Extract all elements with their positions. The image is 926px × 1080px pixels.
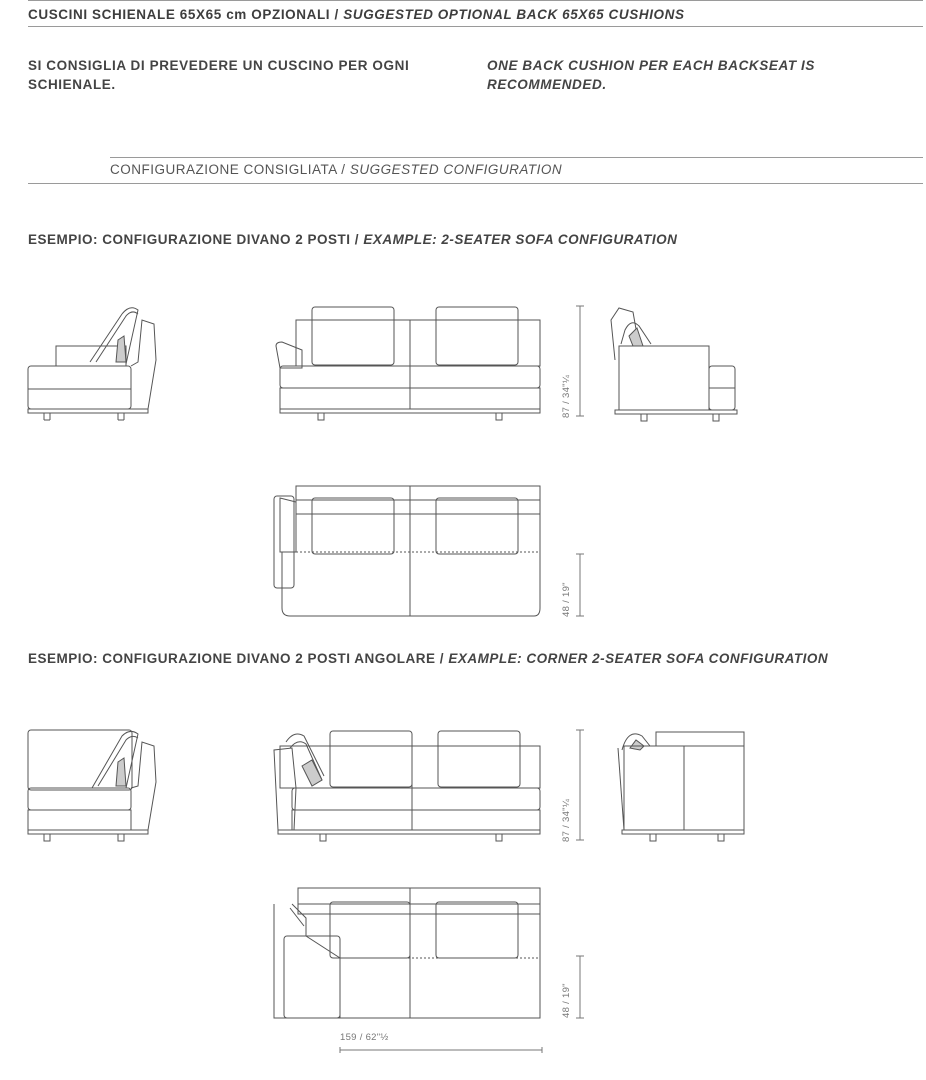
corner-sofa-front-view [272,726,547,846]
sofa-front-view [272,300,547,425]
seat-dimension-label: 48 / 19" [561,582,572,617]
config-rule-top [110,157,923,158]
section-title [28,7,685,22]
config-en: SUGGESTED CONFIGURATION [349,162,563,177]
corner-sofa-top-view [272,886,547,1022]
corner-sofa-side-view-right [610,726,750,846]
seat-dimension-line-2 [570,954,590,1020]
title-separator: / [334,7,339,22]
example-2-title [28,651,828,666]
height-dimension-label-2: 87 / 34"¼ [561,798,572,842]
example-2-separator: / [439,651,445,666]
title-it: CUSCINI SCHIENALE 65X65 cm OPZIONALI [28,7,331,22]
example-1-en: EXAMPLE: 2-SEATER SOFA CONFIGURATION [363,232,678,247]
example-1-separator: / [354,232,360,247]
example-2-it: ESEMPIO: CONFIGURAZIONE DIVANO 2 POSTI ANGOLARE [28,651,436,666]
config-rule-bottom [28,183,923,184]
config-it: CONFIGURAZIONE CONSIGLIATA [110,162,338,177]
example-1-title [28,232,677,247]
sofa-side-view-right [605,300,745,425]
example-2-en: EXAMPLE: CORNER 2-SEATER SOFA CONFIGURATION [448,651,829,666]
header-rule [28,26,923,27]
corner-sofa-side-view-left [26,726,166,846]
height-dimension-line [570,304,590,418]
note-it: SI CONSIGLIA DI PREVEDERE UN CUSCINO PER OGNI SCHIENALE. [28,58,410,92]
sofa-top-view [272,484,547,620]
sofa-side-view-left [26,300,166,425]
width-dimension-line [338,1046,544,1054]
height-dimension-label: 87 / 34"¼ [561,374,572,418]
height-dimension-line-2 [570,728,590,842]
example-1-it: ESEMPIO: CONFIGURAZIONE DIVANO 2 POSTI [28,232,351,247]
config-separator: / [341,162,346,177]
title-en: SUGGESTED OPTIONAL BACK 65X65 CUSHIONS [343,7,685,22]
width-dimension-label: 159 / 62"½ [340,1032,389,1043]
seat-dimension-line [570,552,590,618]
config-label [110,162,562,177]
seat-dimension-label-2: 48 / 19" [561,983,572,1018]
top-rule [28,0,923,1]
note-en: ONE BACK CUSHION PER EACH BACKSEAT IS RECOMMENDED. [487,58,815,92]
